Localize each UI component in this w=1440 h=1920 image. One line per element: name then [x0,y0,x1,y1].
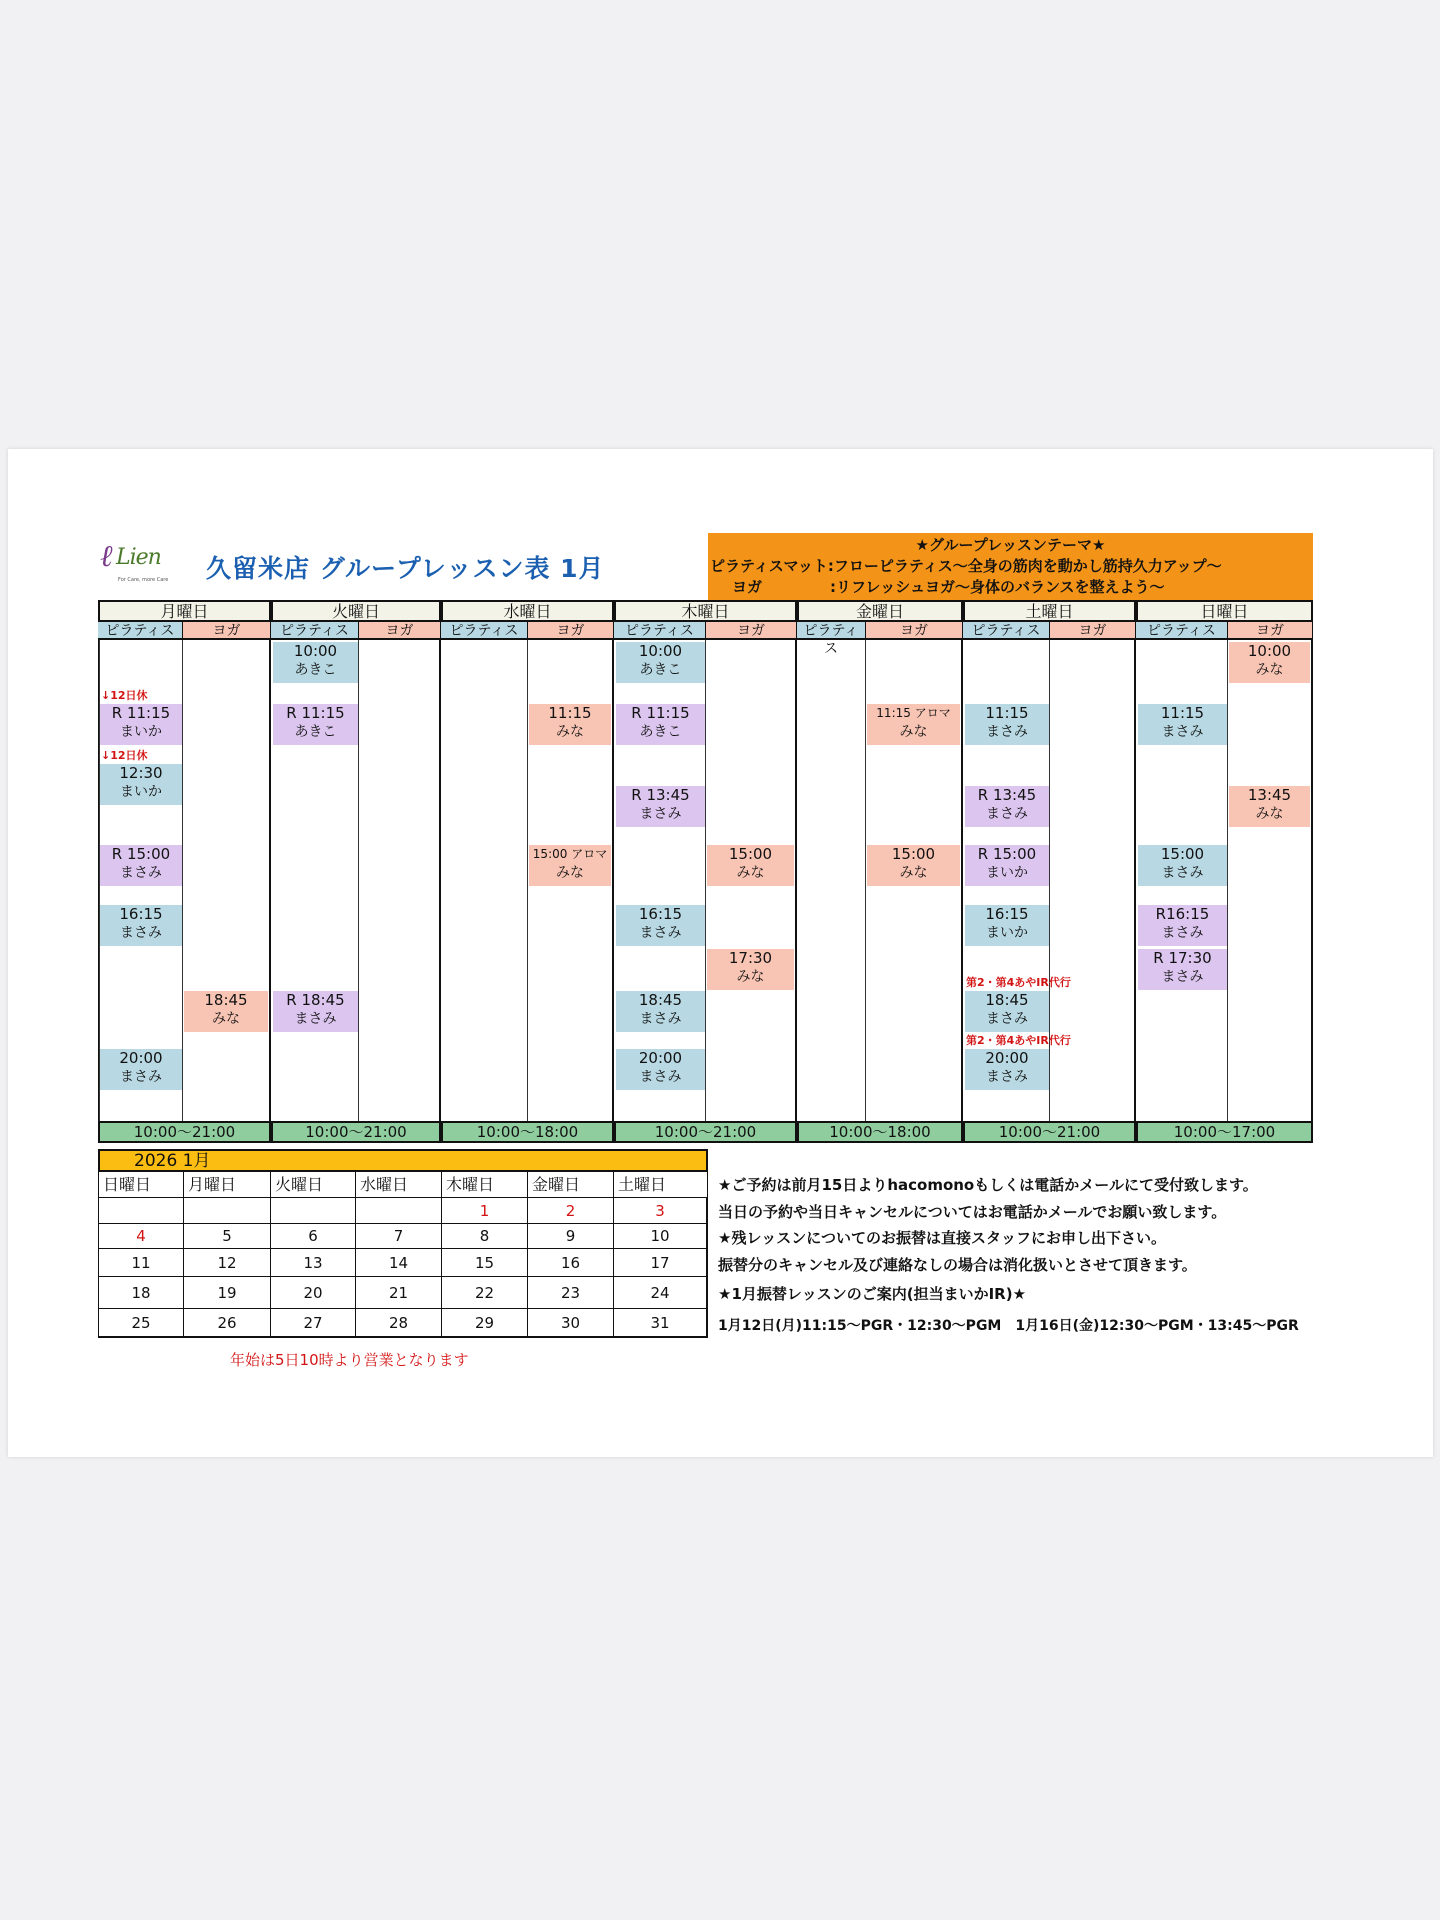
lesson-time: 20:00 [985,1049,1029,1067]
calendar-day: 2 [528,1198,614,1224]
calendar-day: 5 [184,1224,271,1249]
lesson-slot[interactable] [616,642,705,683]
lesson-time: R 17:30 [1153,949,1212,967]
opening-hours: 10:00～21:00 [963,1121,1136,1143]
lesson-instructor: まいか [120,724,162,740]
lesson-time: 15:00 アロマ [532,847,608,861]
lesson-slot[interactable] [529,845,611,886]
lesson-time: 11:15 アロマ [876,706,951,720]
lesson-slot[interactable] [1138,905,1227,946]
lesson-time: 18:45 [638,991,683,1009]
lesson-slot[interactable] [100,845,182,886]
lesson-instructor: みな [736,865,765,881]
lesson-instructor: まさみ [639,1011,682,1027]
lesson-slot[interactable] [273,991,358,1032]
calendar-title: 2026 1月 [98,1149,708,1172]
lesson-time: 15:00 [1160,845,1205,863]
weekly-schedule [98,600,1313,1141]
pilates-column-header: ピラティス [797,622,866,640]
lesson-slot[interactable] [867,845,960,886]
lesson-instructor: みな [556,865,584,881]
lesson-time: 16:15 [119,905,163,923]
lesson-time: 20:00 [119,1049,163,1067]
lesson-time: 10:00 [638,642,683,660]
calendar-day: 20 [271,1277,356,1309]
lesson-slot[interactable] [100,1049,182,1090]
lesson-instructor: みな [899,865,928,881]
pilates-column-header: ピラティス [441,622,528,640]
pilates-column-header: ピラティス [963,622,1050,640]
lesson-slot[interactable] [100,764,182,805]
lesson-instructor: まさみ [639,925,682,941]
lesson-slot[interactable] [100,905,182,946]
calendar-day: 31 [614,1309,708,1338]
lesson-slot[interactable] [529,704,611,745]
info-line: ★ご予約は前月15日よりhacomonoもしくは電話かメールにて受付致します。 [718,1176,1258,1194]
lesson-time: 13:45 [1247,786,1292,804]
calendar-day: 19 [184,1277,271,1309]
theme-yoga-label: ヨガ [732,578,763,596]
lesson-slot[interactable] [1229,786,1310,827]
day-header: 木曜日 [614,600,797,622]
lesson-time: 15:00 [728,845,773,863]
calendar-day: 7 [356,1224,442,1249]
lesson-slot[interactable] [867,704,960,745]
lesson-time: R 11:15 [111,704,171,722]
calendar-day: 15 [442,1249,528,1277]
calendar-day: 24 [614,1277,708,1309]
pilates-column-header: ピラティス [98,622,183,640]
opening-hours: 10:00～21:00 [614,1121,797,1143]
lesson-time: R 13:45 [631,786,690,804]
day-header: 水曜日 [441,600,614,622]
opening-hours: 10:00～21:00 [98,1121,271,1143]
lesson-instructor: まさみ [1161,724,1204,740]
lesson-time: 10:00 [1247,642,1292,660]
calendar-day [98,1198,184,1224]
yoga-column [183,640,271,1121]
yoga-column-header: ヨガ [528,622,614,640]
calendar-day: 26 [184,1309,271,1338]
lesson-slot[interactable] [1138,949,1227,990]
info-line: ★1月振替レッスンのご案内(担当まいかIR)★ [718,1285,1027,1303]
lesson-sheet [8,449,1433,1457]
opening-hours: 10:00～18:00 [797,1121,963,1143]
opening-hours: 10:00～17:00 [1136,1121,1313,1143]
lesson-instructor: まさみ [986,724,1028,740]
info-line: 当日の予約や当日キャンセルについてはお電話かメールでお願い致します。 [718,1203,1227,1221]
info-line: 振替分のキャンセル及び連絡なしの場合は消化扱いとさせて頂きます。 [718,1256,1197,1274]
yoga-column-header: ヨガ [1228,622,1313,640]
yoga-column [359,640,441,1121]
calendar-day: 25 [98,1309,184,1338]
lesson-slot[interactable] [965,905,1049,946]
opening-hours: 10:00～21:00 [271,1121,441,1143]
calendar-day: 29 [442,1309,528,1338]
lesson-time: 12:30 [119,764,163,782]
calendar-day: 12 [184,1249,271,1277]
pilates-column [797,640,866,1121]
lesson-time: 11:15 [548,704,592,722]
lesson-time: 18:45 [204,991,248,1009]
lesson-slot[interactable] [616,1049,705,1090]
lesson-time: R16:15 [1155,905,1210,923]
lesson-instructor: まさみ [120,925,162,941]
lesson-instructor: まいか [986,925,1028,941]
yoga-column-header: ヨガ [866,622,963,640]
calendar-day: 30 [528,1309,614,1338]
lesson-slot[interactable] [616,786,705,827]
lesson-instructor: まさみ [294,1011,337,1027]
logo-tagline: For Care, more Care [118,577,169,583]
lesson-slot[interactable] [965,991,1049,1032]
lesson-slot[interactable] [1138,845,1227,886]
lesson-time: R 18:45 [286,991,345,1009]
lesson-instructor: まさみ [639,1069,682,1085]
lesson-instructor: まさみ [986,1011,1028,1027]
pilates-column-header: ピラティス [614,622,706,640]
calendar-weekday: 日曜日 [98,1172,184,1198]
lesson-instructor: まさみ [1161,865,1204,881]
lesson-instructor: みな [736,969,765,985]
lesson-time: 10:00 [293,642,338,660]
lesson-instructor: まさみ [639,806,682,822]
lesson-instructor: まいか [986,865,1028,881]
lesson-instructor: あきこ [294,662,337,678]
calendar-day: 9 [528,1224,614,1249]
yoga-column [1050,640,1136,1121]
lesson-instructor: まさみ [986,806,1028,822]
logo-text: Lien [116,545,161,570]
calendar-day: 13 [271,1249,356,1277]
lesson-slot[interactable] [707,845,794,886]
lesson-slot[interactable] [273,642,358,683]
lesson-time: 20:00 [638,1049,683,1067]
calendar-day: 4 [98,1224,184,1249]
opening-hours: 10:00～18:00 [441,1121,614,1143]
calendar-day: 16 [528,1249,614,1277]
calendar-day: 22 [442,1277,528,1309]
lesson-instructor: まさみ [1161,925,1204,941]
yoga-column [1228,640,1313,1121]
lesson-time: 17:30 [728,949,773,967]
lesson-slot[interactable] [616,905,705,946]
lesson-instructor: みな [899,724,928,740]
calendar-day [184,1198,271,1224]
lesson-instructor: まさみ [1161,969,1204,985]
calendar-weekday: 木曜日 [442,1172,528,1198]
lesson-time: R 15:00 [111,845,171,863]
lesson-time: 16:15 [985,905,1029,923]
lesson-slot[interactable] [965,845,1049,886]
monthly-calendar [98,1149,708,1343]
calendar-note: 年始は5日10時より営業となります [230,1351,469,1369]
theme-heading: ★グループレッスンテーマ★ [915,536,1106,554]
lesson-time: R 11:15 [631,704,690,722]
calendar-weekday: 金曜日 [528,1172,614,1198]
lesson-slot[interactable] [616,991,705,1032]
lesson-time: 16:15 [638,905,683,923]
logo-icon: ℓ [100,539,113,574]
calendar-day: 6 [271,1224,356,1249]
lesson-time: 18:45 [985,991,1029,1009]
calendar-day: 1 [442,1198,528,1224]
lesson-time: 11:15 [1160,704,1205,722]
yoga-column-header: ヨガ [359,622,441,640]
calendar-day: 21 [356,1277,442,1309]
lesson-slot[interactable] [100,704,182,745]
calendar-day [356,1198,442,1224]
lesson-instructor: あきこ [294,724,337,740]
calendar-day: 17 [614,1249,708,1277]
pilates-column [441,640,528,1121]
lesson-theme-box [708,533,1313,601]
lesson-instructor: あきこ [639,662,682,678]
calendar-weekday: 火曜日 [271,1172,356,1198]
lesson-time: R 13:45 [977,786,1037,804]
lesson-slot[interactable] [184,991,268,1032]
yoga-column-header: ヨガ [183,622,271,640]
info-line: 1月12日(月)11:15～PGR・12:30～PGM 1月16日(金)12:30～PGM・13:45～PGR [718,1318,1299,1334]
lesson-instructor: まさみ [120,1069,162,1085]
lesson-instructor: あきこ [639,724,682,740]
calendar-day: 18 [98,1277,184,1309]
calendar-day: 27 [271,1309,356,1338]
lesson-time: 15:00 [891,845,936,863]
day-header: 日曜日 [1136,600,1313,622]
schedule-note: 第2・第4あやIR代行 [966,976,1071,989]
calendar-day [271,1198,356,1224]
lesson-slot[interactable] [707,949,794,990]
lesson-slot[interactable] [965,1049,1049,1090]
lien-logo [100,539,176,591]
lesson-slot[interactable] [1138,704,1227,745]
lesson-instructor: まいか [120,784,162,800]
lesson-slot[interactable] [965,704,1049,745]
calendar-day: 8 [442,1224,528,1249]
lesson-instructor: まさみ [120,865,162,881]
lesson-time: R 11:15 [286,704,345,722]
calendar-day: 14 [356,1249,442,1277]
day-header: 火曜日 [271,600,441,622]
calendar-weekday: 水曜日 [356,1172,442,1198]
lesson-instructor: みな [1255,806,1284,822]
lesson-slot[interactable] [616,704,705,745]
calendar-day: 23 [528,1277,614,1309]
pilates-column-header: ピラティス [1136,622,1228,640]
schedule-note: 第2・第4あやIR代行 [966,1034,1071,1047]
calendar-weekday: 月曜日 [184,1172,271,1198]
theme-pilates: ピラティスマット:フローピラティス～全身の筋肉を動かし筋持久力アップ～ [710,557,1222,575]
lesson-slot[interactable] [965,786,1049,827]
day-header: 月曜日 [98,600,271,622]
lesson-time: 11:15 [985,704,1029,722]
calendar-day: 28 [356,1309,442,1338]
calendar-day: 10 [614,1224,708,1249]
day-header: 金曜日 [797,600,963,622]
day-header: 土曜日 [963,600,1136,622]
lesson-instructor: みな [212,1011,240,1027]
pilates-column-header: ピラティス [271,622,359,640]
lesson-slot[interactable] [273,704,358,745]
yoga-column-header: ヨガ [706,622,797,640]
calendar-weekday: 土曜日 [614,1172,708,1198]
theme-yoga: :リフレッシュヨガ～身体のバランスを整えよう～ [830,578,1165,596]
page-title: 久留米店 グループレッスン表 1月 [206,554,605,583]
info-line: ★残レッスンについてのお振替は直接スタッフにお申し出下さい。 [718,1229,1167,1247]
lesson-slot[interactable] [1229,642,1310,683]
calendar-day: 3 [614,1198,708,1224]
lesson-instructor: みな [556,724,584,740]
lesson-instructor: まさみ [986,1069,1028,1085]
schedule-note: ↓12日休 [101,749,148,762]
lesson-time: R 15:00 [977,845,1037,863]
lesson-instructor: みな [1255,662,1284,678]
schedule-note: ↓12日休 [101,689,148,702]
calendar-day: 11 [98,1249,184,1277]
yoga-column-header: ヨガ [1050,622,1136,640]
